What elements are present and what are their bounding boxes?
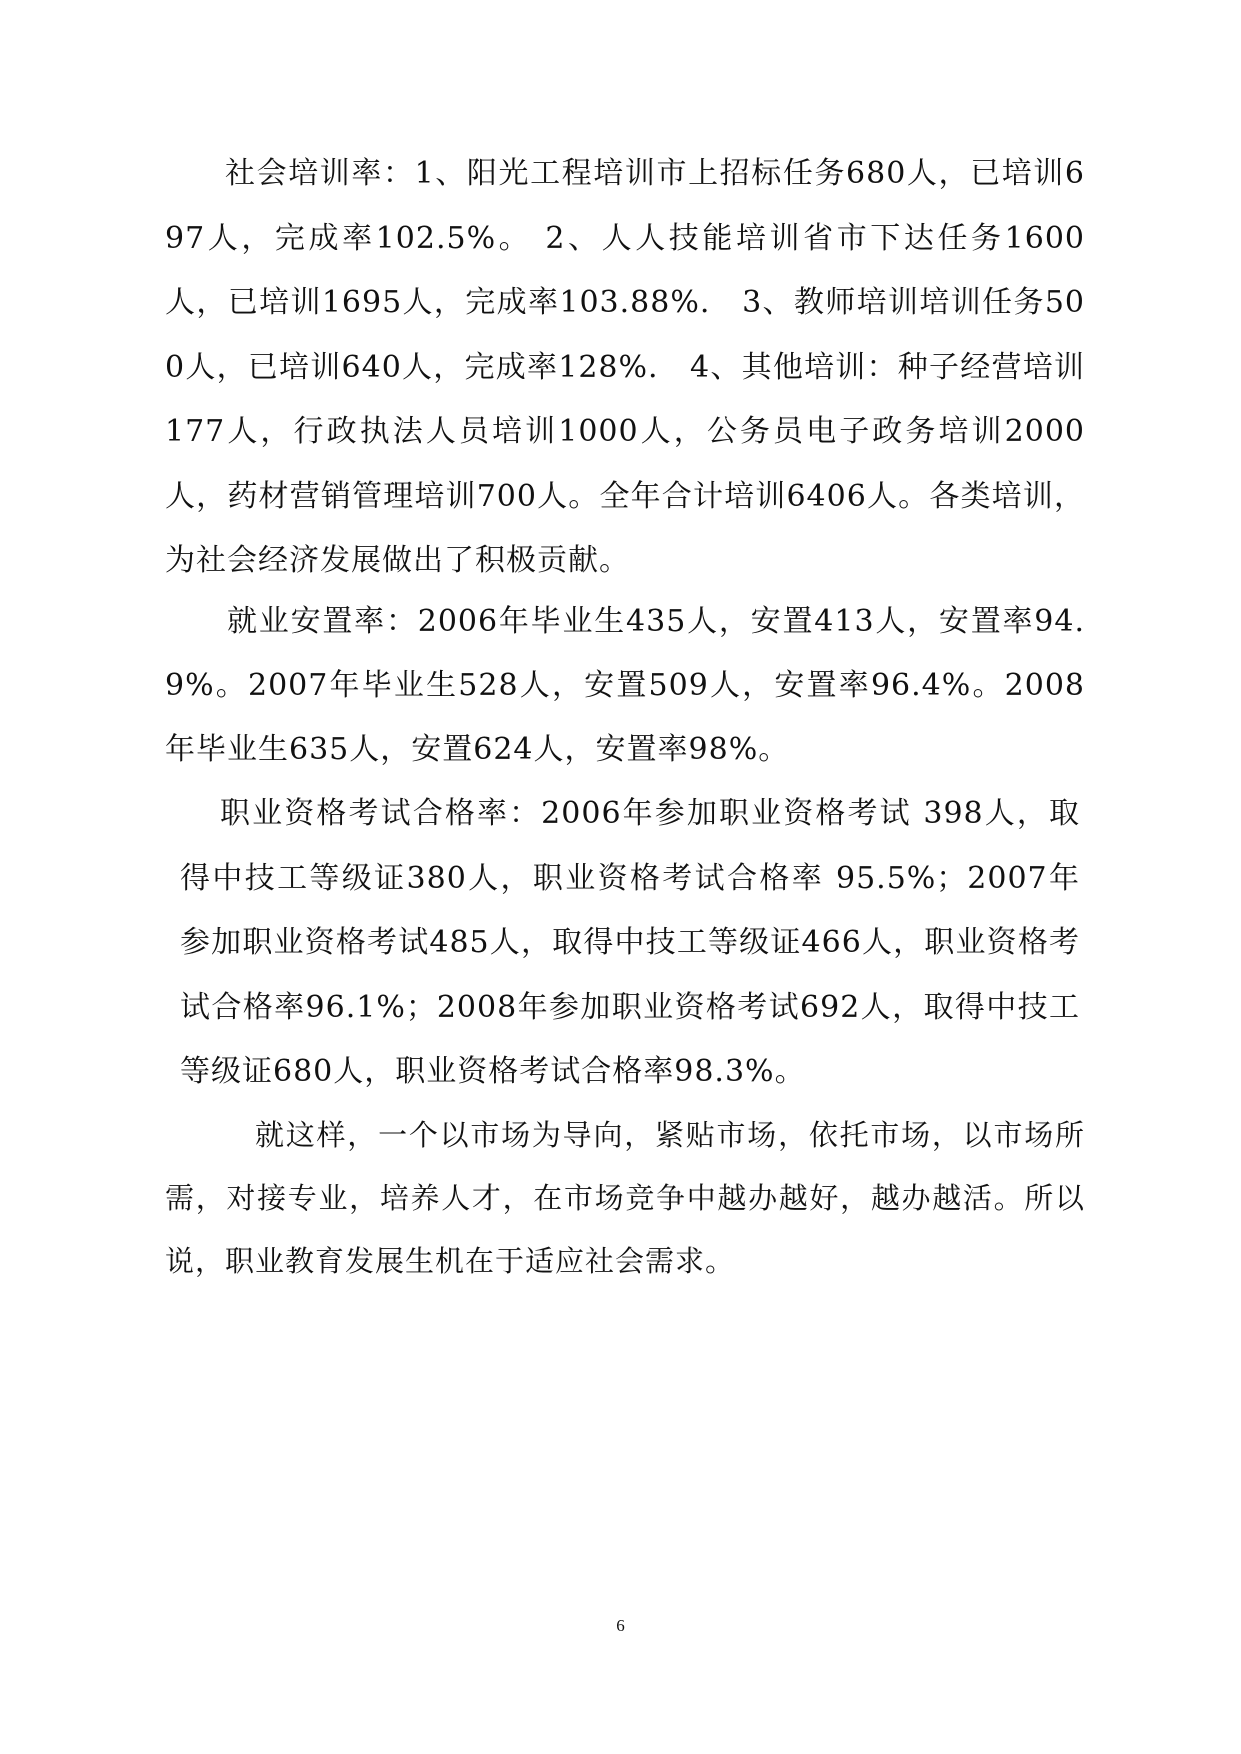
paragraph-qualification-exam: 职业资格考试合格率：2006年参加职业资格考试 398人，取得中技工等级证380人，职业资格考试合格率 95.5%；2007年参加职业资格考试485人，取得中技工等级证466人，职业资格考试合格率96.1%；2008年参加职业资格考试692人，取得中技工等级证680人，职业资格考试合格率98.3%。 [180,796,1080,1089]
paragraph-conclusion: 就这样，一个以市场为导向，紧贴市场，依托市场，以市场所需，对接专业，培养人才，在市场竞争中越办越好，越办越活。所以说，职业教育发展生机在于适应社会需求。 [165,1118,1085,1278]
paragraph-social-training: 社会培训率：1、阳光工程培训市上招标任务680人，已培训697人，完成率102.5%。 2、人人技能培训省市下达任务1600人，已培训1695人，完成率103.88%. 3、教师培训培训任务500人，已培训640人，完成率128%. 4、其他培训：种子经营培训177人，行政执法人员培训1000人，公务员电子政务培训2000人，药材营销管理培训700人。全年合计培训6406人。各类培训，为社会经济发展做出了积极贡献。 [165,156,1085,578]
paragraph-employment-placement: 就业安置率：2006年毕业生435人，安置413人，安置率94.9%。2007年毕业生528人，安置509人，安置率96.4%。2008年毕业生635人，安置624人，安置率98%。 [165,604,1085,767]
page-number: 6 [616,1616,625,1635]
